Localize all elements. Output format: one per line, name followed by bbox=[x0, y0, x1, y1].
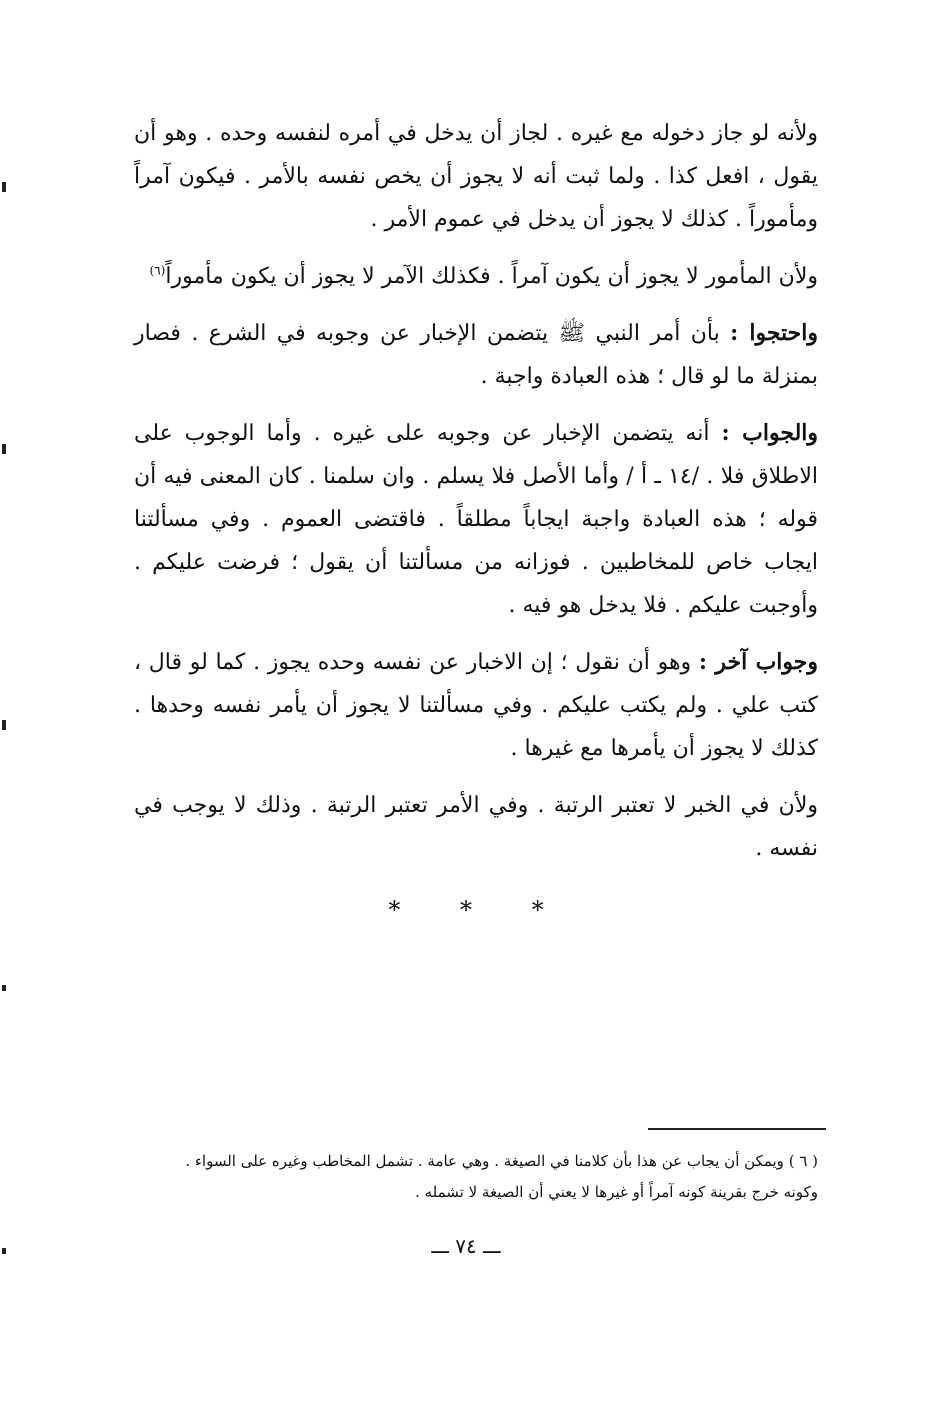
scan-mark bbox=[2, 985, 6, 991]
scan-mark bbox=[2, 720, 6, 730]
paragraph-4-lead: والجواب : bbox=[721, 420, 819, 446]
paragraph-4 bbox=[134, 412, 818, 627]
paragraph-1-text: ولأنه لو جاز دخوله مع غيره . لجاز أن يدخل في أمره لنفسه وحده . وهو أن يقول ، افعل كذا . ولما ثبت أنه لا يجوز أن يخص نفسه بالأمر . فيكون آمراً ومأموراً . كذلك لا يجوز أن يدخل في عموم الأمر . bbox=[134, 121, 818, 232]
scan-mark bbox=[2, 1248, 6, 1254]
scan-mark bbox=[2, 444, 6, 454]
paragraph-4-text: أنه يتضمن الإخبار عن وجوبه على غيره . وأما الوجوب على الاطلاق فلا . /١٤ ـ أ / وأما الأصل فلا يسلم . وان سلمنا . كان المعنى فيه أن قوله ؛ هذه العبادة واجبة ايجاباً مطلقاً . فاقتضى العموم . وفي مسألتنا ايجاب خاص للمخاطبين . فوزانه من مسألتنا أن يقول ؛ فرضت عليكم . وأوجبت عليكم . فلا يدخل هو فيه . bbox=[134, 421, 818, 618]
paragraph-5-lead: وجواب آخر : bbox=[698, 649, 818, 675]
paragraph-5-text: وهو أن نقول ؛ إن الاخبار عن نفسه وحده يجوز . كما لو قال ، كتب علي . ولم يكتب عليكم . وفي مسألتنا لا يجوز أن يأمر نفسه وحدها . كذلك لا يجوز أن يأمرها مع غيرها . bbox=[134, 650, 818, 761]
paragraph-2-text: ولأن المأمور لا يجوز أن يكون آمراً . فكذلك الآمر لا يجوز أن يكون مأموراً bbox=[165, 264, 818, 289]
footnote-rule bbox=[648, 1128, 826, 1130]
section-separator: * * * bbox=[388, 896, 570, 924]
paragraph-6-text: ولأن في الخبر لا تعتبر الرتبة . وفي الأمر تعتبر الرتبة . وذلك لا يوجب في نفسه . bbox=[134, 793, 819, 861]
footnotes bbox=[134, 1146, 818, 1208]
paragraph-3-lead: واحتجوا : bbox=[730, 320, 819, 346]
main-text bbox=[134, 112, 818, 884]
paragraph-1 bbox=[134, 112, 818, 241]
footnote-line-1: ( ٦ ) ويمكن أن يجاب عن هذا بأن كلامنا في الصيغة . وهي عامة . تشمل المخاطب وغيره على السواء . bbox=[185, 1152, 818, 1170]
scan-mark bbox=[2, 182, 6, 192]
paragraph-3 bbox=[134, 312, 818, 398]
paragraph-2 bbox=[134, 255, 818, 298]
page-number: ـــ ٧٤ ـــ bbox=[431, 1234, 501, 1258]
footnote-ref[interactable]: (٦) bbox=[149, 263, 166, 278]
paragraph-6 bbox=[134, 784, 818, 870]
footnote-line-2: وكونه خرج بقرينة كونه آمراً أو غيرها لا يعني أن الصيغة لا تشمله . bbox=[415, 1183, 818, 1201]
paragraph-5 bbox=[134, 641, 818, 770]
paragraph-3-text: بأن أمر النبي ﷺ يتضمن الإخبار عن وجوبه في الشرع . فصار بمنزلة ما لو قال ؛ هذه العبادة واجبة . bbox=[134, 321, 818, 389]
